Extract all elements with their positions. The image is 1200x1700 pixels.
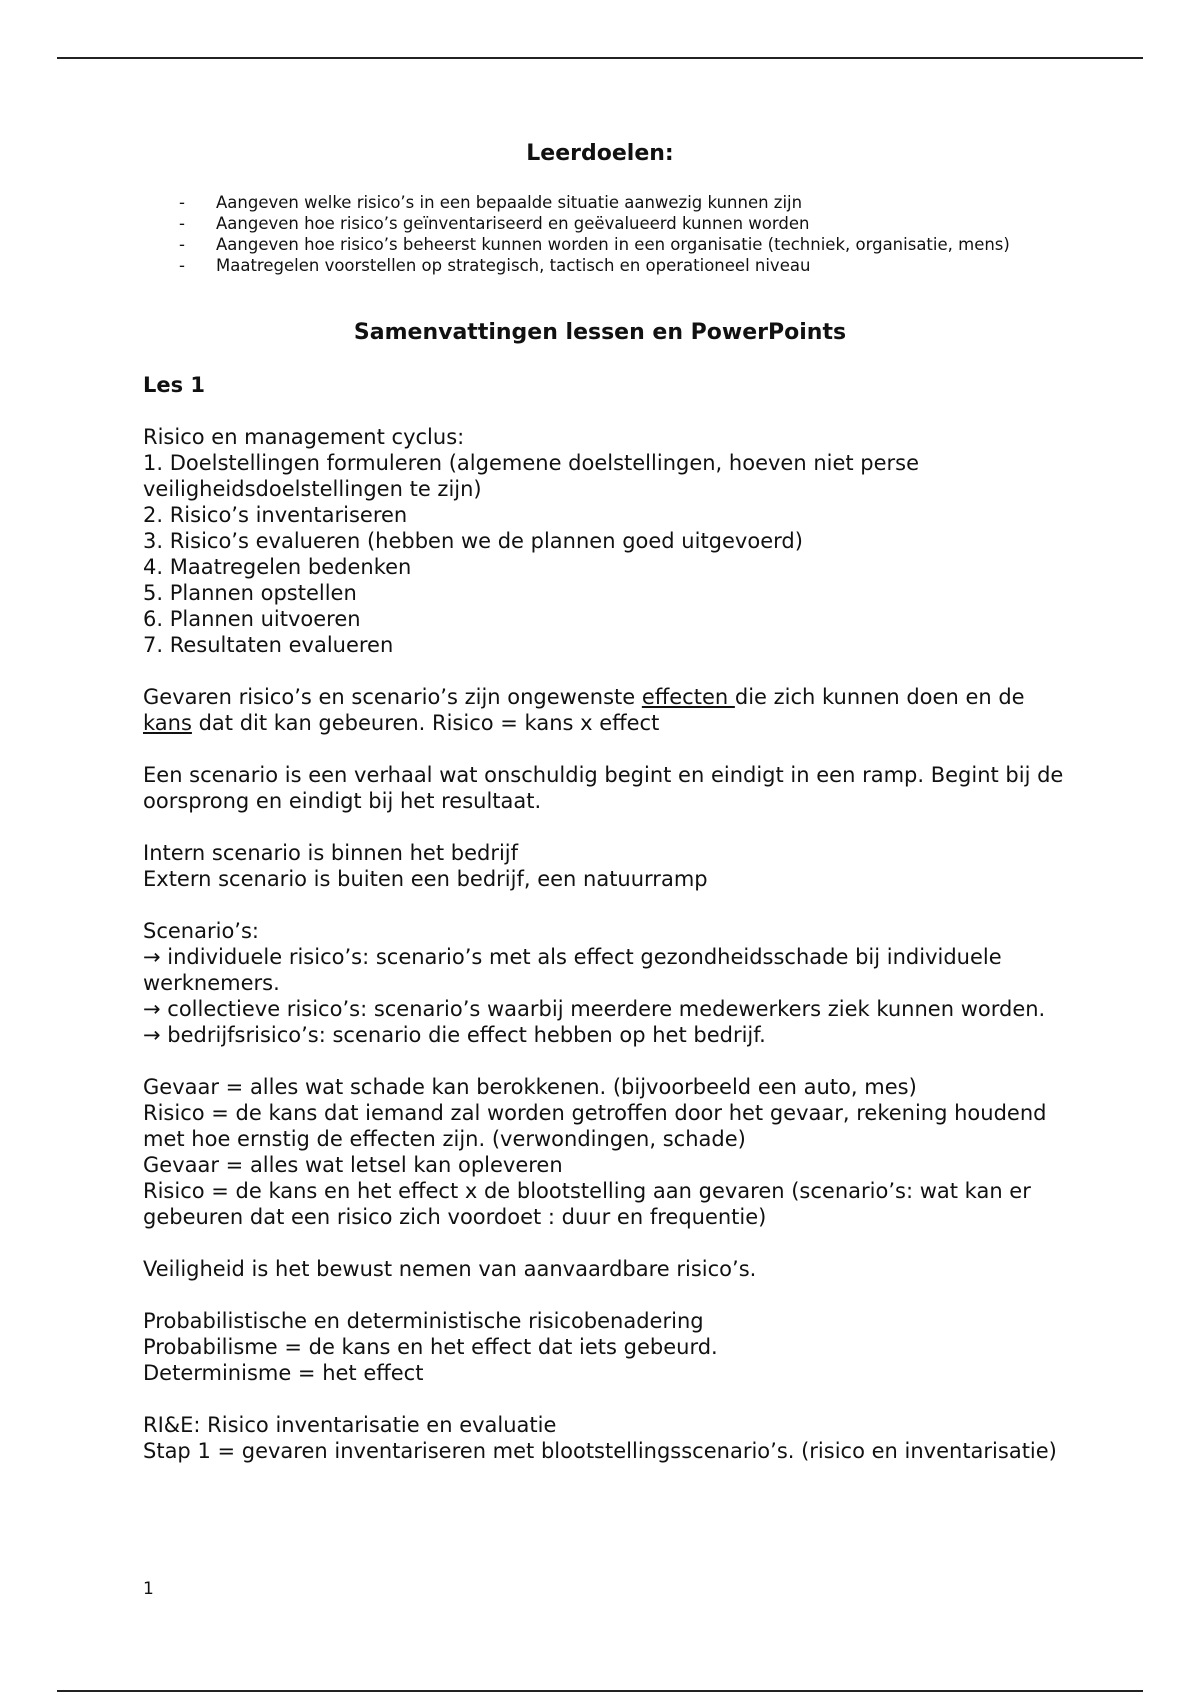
underlined-effecten: effecten (641, 685, 735, 709)
list-item (175, 213, 1055, 234)
cycle-step: 5. Plannen opstellen (143, 581, 357, 605)
cycle-step: 7. Resultaten evalueren (143, 633, 394, 657)
approach-line: Determinisme = het effect (143, 1361, 424, 1385)
scenario-item: → collectieve risico’s: scenario’s waarbij meerdere medewerkers ziek kunnen worden. (143, 997, 1046, 1021)
cycle-intro: Risico en management cyclus: (143, 425, 465, 449)
list-item (175, 255, 1055, 276)
page-number: 1 (143, 1579, 154, 1599)
rie-line: RI&E: Risico inventarisatie en evaluatie (143, 1413, 557, 1437)
definition-line: Risico = de kans dat iemand zal worden getroffen door het gevaar, rekening houdend met hoe ernstig de effecten zijn. (verwondingen, schade) (143, 1101, 1047, 1151)
dash-bullet: - (179, 214, 185, 233)
scenario-item: → bedrijfsrisico’s: scenario die effect hebben op het bedrijf. (143, 1023, 766, 1047)
dash-bullet: - (179, 256, 185, 275)
learning-goal-text: Aangeven welke risico’s in een bepaalde situatie aanwezig kunnen zijn (216, 193, 803, 212)
approach-line: Probabilistische en deterministische risicobenadering (143, 1309, 704, 1333)
learning-goal-text: Maatregelen voorstellen op strategisch, tactisch en operationeel niveau (216, 256, 811, 275)
veiligheid-line: Veiligheid is het bewust nemen van aanvaardbare risico’s. (143, 1257, 757, 1281)
underlined-kans: kans (143, 711, 192, 735)
intern-scenario: Intern scenario is binnen het bedrijf (143, 841, 519, 865)
top-rule (57, 57, 1143, 59)
cycle-step: 2. Risico’s inventariseren (143, 503, 408, 527)
dash-bullet: - (179, 193, 185, 212)
scenario-definition: Een scenario is een verhaal wat onschuldig begint en eindigt in een ramp. Begint bij de oorsprong en eindigt bij het resultaat. (143, 763, 1064, 813)
list-item (175, 192, 1055, 213)
lesson-title: Les 1 (143, 373, 206, 397)
gevaren-paragraph: Gevaren risico’s en scenario’s zijn ongewenste effecten die zich kunnen doen en de kans dat dit kan gebeuren. Risico = kans x effect (143, 685, 1025, 735)
scenario-item: → individuele risico’s: scenario’s met als effect gezondheidsschade bij individuele werknemers. (143, 945, 1002, 995)
scenarios-intro: Scenario’s: (143, 919, 259, 943)
dash-bullet: - (179, 235, 185, 254)
cycle-step: 1. Doelstellingen formuleren (algemene doelstellingen, hoeven niet perse veiligheidsdoelstellingen te zijn) (143, 451, 920, 501)
definition-line: Gevaar = alles wat letsel kan opleveren (143, 1153, 563, 1177)
learning-goals-list (175, 192, 1055, 276)
list-item (175, 234, 1055, 255)
definition-line: Gevaar = alles wat schade kan berokkenen. (bijvoorbeeld een auto, mes) (143, 1075, 917, 1099)
learning-goals-heading: Leerdoelen: (526, 141, 674, 166)
cycle-step: 3. Risico’s evalueren (hebben we de plannen goed uitgevoerd) (143, 529, 803, 553)
extern-scenario: Extern scenario is buiten een bedrijf, een natuurramp (143, 867, 708, 891)
rie-line: Stap 1 = gevaren inventariseren met blootstellingsscenario’s. (risico en inventarisatie) (143, 1439, 1057, 1463)
learning-goal-text: Aangeven hoe risico’s beheerst kunnen worden in een organisatie (techniek, organisatie, mens) (216, 235, 1010, 254)
summary-heading: Samenvattingen lessen en PowerPoints (353, 320, 847, 345)
approach-line: Probabilisme = de kans en het effect dat iets gebeurd. (143, 1335, 718, 1359)
bottom-rule (57, 1690, 1143, 1692)
cycle-step: 6. Plannen uitvoeren (143, 607, 361, 631)
lesson-body (143, 424, 1073, 1464)
cycle-step: 4. Maatregelen bedenken (143, 555, 412, 579)
learning-goal-text: Aangeven hoe risico’s geïnventariseerd en geëvalueerd kunnen worden (216, 214, 810, 233)
definition-line: Risico = de kans en het effect x de blootstelling aan gevaren (scenario’s: wat kan er gebeuren dat een risico zich voordoet : duur en frequentie) (143, 1179, 1031, 1229)
